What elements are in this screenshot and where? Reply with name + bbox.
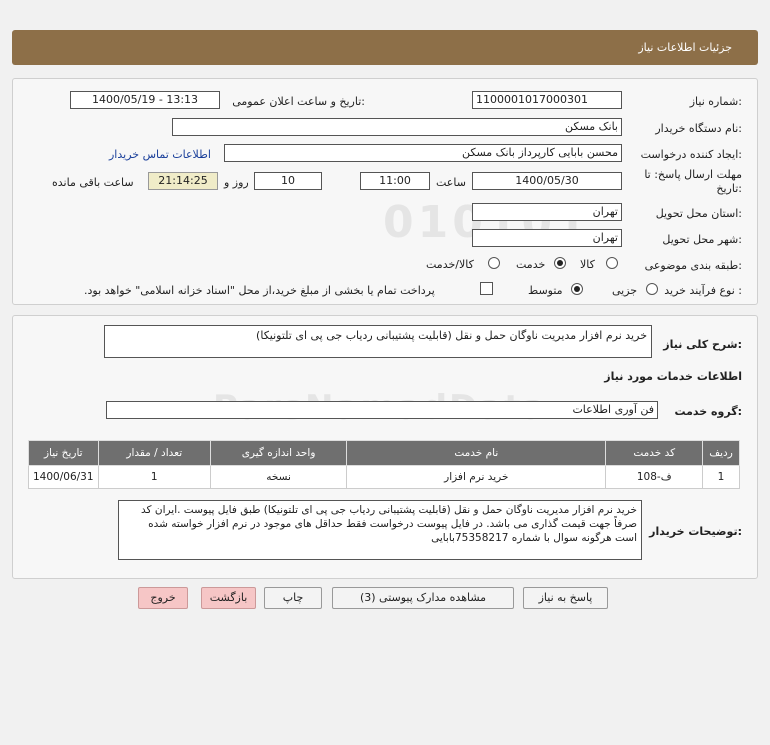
buyer-notes-box [118, 500, 642, 560]
category-goods-service-radio[interactable] [488, 257, 500, 269]
cell-quantity: 1 [98, 466, 210, 489]
col-service-name: نام خدمت [347, 441, 606, 466]
deadline-date-field: 1400/05/30 [472, 172, 622, 190]
category-goods-service-label: کالا/خدمت [426, 258, 474, 271]
announce-date-label: تاریخ و ساعت اعلان عمومی: [232, 95, 365, 108]
col-quantity: تعداد / مقدار [98, 441, 210, 466]
page-title: جزئیات اطلاعات نیاز [638, 41, 732, 54]
city-field: تهران [472, 229, 622, 247]
need-number-field: 1100001017000301 [472, 91, 622, 109]
watermark-number: 010101 [383, 197, 591, 248]
need-summary-label: شرح کلی نیاز: [663, 338, 742, 351]
deadline-time-field: 11:00 [360, 172, 430, 190]
col-unit: واحد اندازه گیری [210, 441, 346, 466]
buyer-name-field: بانک مسکن [172, 118, 622, 136]
creator-field: محسن بابایی کارپرداز بانک مسکن [224, 144, 622, 162]
deadline-time-label: ساعت [436, 176, 466, 189]
buyer-name-label: نام دستگاه خریدار: [655, 122, 742, 135]
table-header-row [29, 441, 740, 466]
remaining-days-field: 10 [254, 172, 322, 190]
back-button[interactable]: بازگشت [201, 587, 256, 609]
need-number-label: شماره نیاز: [689, 95, 742, 108]
city-label: شهر محل تحویل: [662, 233, 742, 246]
process-type-label: نوع فرآیند خرید : [664, 284, 742, 297]
remaining-days-label: روز و [224, 176, 249, 189]
remaining-time-field: 21:14:25 [148, 172, 218, 190]
col-row: ردیف [703, 441, 740, 466]
cell-need-date: 1400/06/31 [29, 466, 99, 489]
treasury-payment-note: پرداخت تمام یا بخشی از مبلغ خرید،از محل "اسناد خزانه اسلامی" خواهد بود. [84, 284, 435, 297]
service-group-field: فن آوری اطلاعات [106, 401, 658, 419]
buyer-contact-link[interactable]: اطلاعات تماس خریدار [109, 148, 211, 161]
need-summary-box [104, 325, 652, 358]
services-heading: اطلاعات خدمات مورد نیاز [604, 370, 742, 383]
process-partial-label: جزیی [612, 284, 638, 297]
announce-date-field: 1400/05/19 - 13:13 [70, 91, 220, 109]
deadline-label-date: تاریخ: [716, 182, 742, 195]
category-goods-radio[interactable] [606, 257, 618, 269]
exit-button[interactable]: خروج [138, 587, 188, 609]
buyer-notes-text: خرید نرم افزار مدیریت ناوگان حمل و نقل (قابلیت پشتیبانی ردیاب جی پی ای تلتونیکا) طبق فایل پیوست .ایران کد صرفاً جهت قیمت گذاری می باشد. در فایل پیوست درخواست فقط حداقل های موجود در نرم افزار خواسته شده است هرگونه سوال با شماره 75358217بابایی [141, 504, 637, 544]
col-need-date: تاریخ نیاز [29, 441, 99, 466]
cell-unit: نسخه [210, 466, 346, 489]
creator-label: ایجاد کننده درخواست: [640, 148, 742, 161]
category-service-label: خدمت [516, 258, 546, 271]
remaining-time-label: ساعت باقی مانده [52, 176, 134, 189]
attachments-button[interactable]: مشاهده مدارک پیوستی (3) [332, 587, 514, 609]
col-service-code: کد خدمت [606, 441, 703, 466]
deadline-label: مهلت ارسال پاسخ: تا [644, 168, 742, 181]
table-row [29, 466, 740, 489]
category-service-radio[interactable] [554, 257, 566, 269]
cell-service-code: ف-108 [606, 466, 703, 489]
category-label: طبقه بندی موضوعی: [644, 259, 742, 272]
service-group-label: گروه خدمت: [674, 405, 742, 418]
page-header [12, 30, 758, 65]
province-label: استان محل تحویل: [655, 207, 742, 220]
cell-row: 1 [703, 466, 740, 489]
province-field: تهران [472, 203, 622, 221]
category-goods-label: کالا [580, 258, 595, 271]
cell-service-name: خرید نرم افزار [347, 466, 606, 489]
print-button[interactable]: چاپ [264, 587, 322, 609]
services-table [28, 440, 740, 489]
need-summary-text: خرید نرم افزار مدیریت ناوگان حمل و نقل (قابلیت پشتیبانی ردیاب جی پی ای تلتونیکا) [256, 329, 647, 342]
process-medium-label: متوسط [528, 284, 563, 297]
process-partial-radio[interactable] [646, 283, 658, 295]
reply-button[interactable]: پاسخ به نیاز [523, 587, 608, 609]
treasury-payment-checkbox[interactable] [480, 282, 493, 295]
process-medium-radio[interactable] [571, 283, 583, 295]
buyer-notes-label: توضیحات خریدار: [649, 525, 742, 538]
